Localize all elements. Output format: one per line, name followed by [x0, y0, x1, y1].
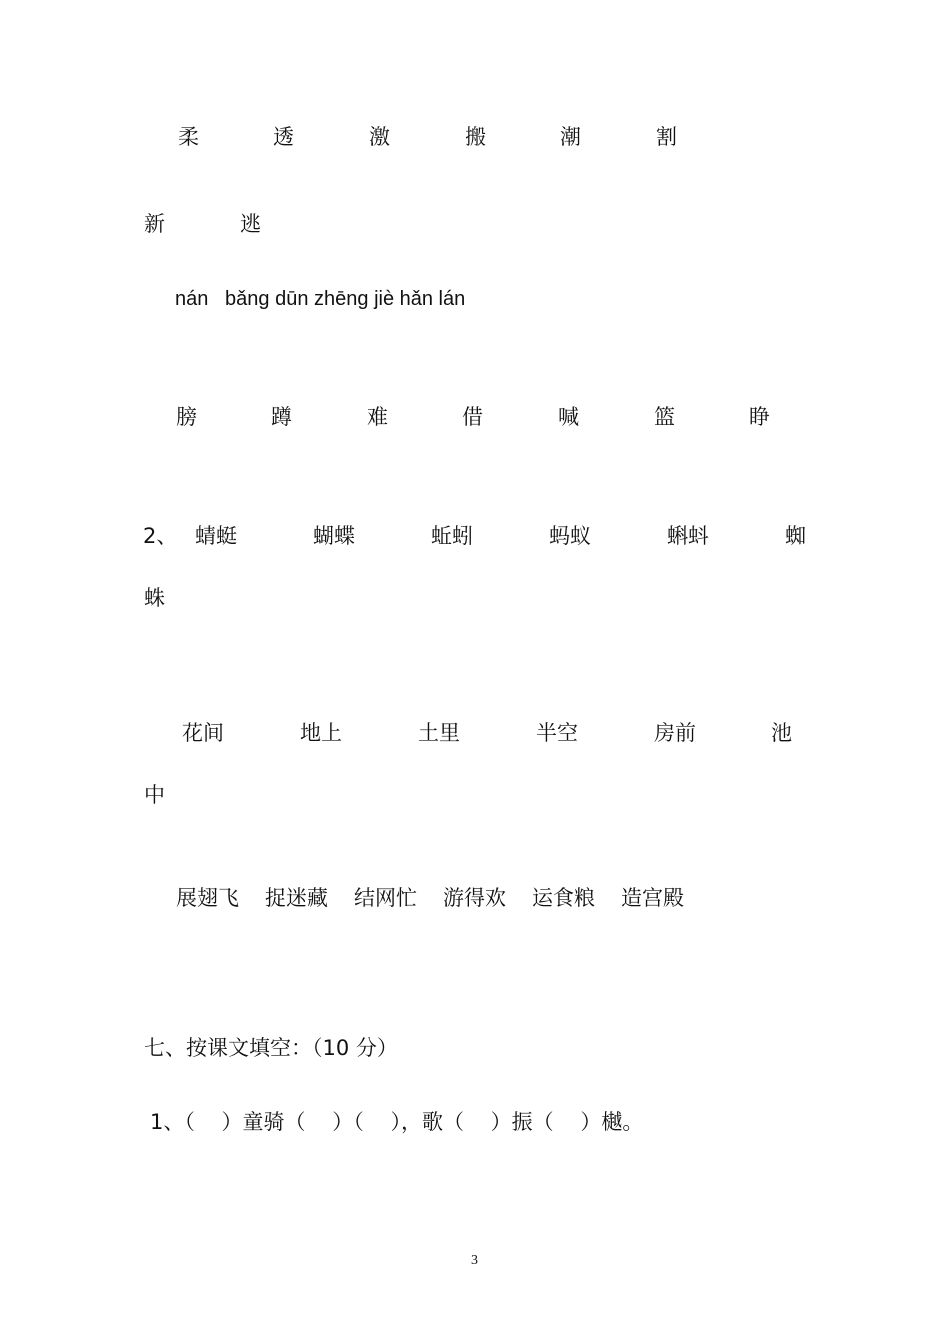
word-cell: 房前 — [654, 721, 696, 745]
char-cell: 柔 — [178, 125, 199, 149]
phrase-cell: 运食粮 — [532, 886, 595, 910]
word-cell: 蜻蜓 — [195, 524, 237, 548]
char-cell: 借 — [462, 405, 483, 429]
char-cell: 篮 — [654, 405, 675, 429]
phrase-cell: 捉迷藏 — [265, 886, 328, 910]
item-number: 2、 — [143, 524, 178, 548]
word-cell: 土里 — [418, 721, 460, 745]
page-number: 3 — [471, 1253, 478, 1268]
word-cell: 蝴蝶 — [313, 524, 355, 548]
section-heading: 七、按课文填空：（10 分） — [144, 1036, 398, 1060]
char-cell: 膀 — [176, 405, 197, 429]
char-cell: 潮 — [560, 125, 581, 149]
char-cell: 透 — [273, 125, 294, 149]
word-cell: 蝌蚪 — [667, 524, 709, 548]
char-cell: 搬 — [465, 125, 486, 149]
word-cell: 蚯蚓 — [431, 524, 473, 548]
word-cell: 半空 — [536, 721, 578, 745]
word-cell: 蜘 — [785, 524, 806, 548]
char-cell: 睁 — [749, 405, 770, 429]
fill-in-item: 1、（ ）童骑（ ）（ ），歌（ ）振（ ）樾。 — [150, 1110, 644, 1134]
pinyin-line: nán bǎnɡ dūn zhēnɡ jiè hǎn lán — [175, 288, 466, 310]
phrase-cell: 结网忙 — [354, 886, 417, 910]
word-cell: 蚂蚁 — [549, 524, 591, 548]
word-cell: 蛛 — [144, 586, 165, 610]
word-cell: 中 — [144, 783, 165, 807]
phrase-cell: 造宫殿 — [621, 886, 684, 910]
char-cell: 蹲 — [271, 405, 292, 429]
phrase-cell: 展翅飞 — [176, 886, 239, 910]
char-cell: 难 — [367, 405, 388, 429]
char-cell: 割 — [656, 125, 677, 149]
char-cell: 新 — [144, 212, 165, 236]
char-cell: 逃 — [240, 212, 261, 236]
phrase-cell: 游得欢 — [443, 886, 506, 910]
word-cell: 花间 — [182, 721, 224, 745]
char-cell: 激 — [369, 125, 390, 149]
word-cell: 池 — [771, 721, 792, 745]
char-cell: 喊 — [558, 405, 579, 429]
word-cell: 地上 — [300, 721, 342, 745]
